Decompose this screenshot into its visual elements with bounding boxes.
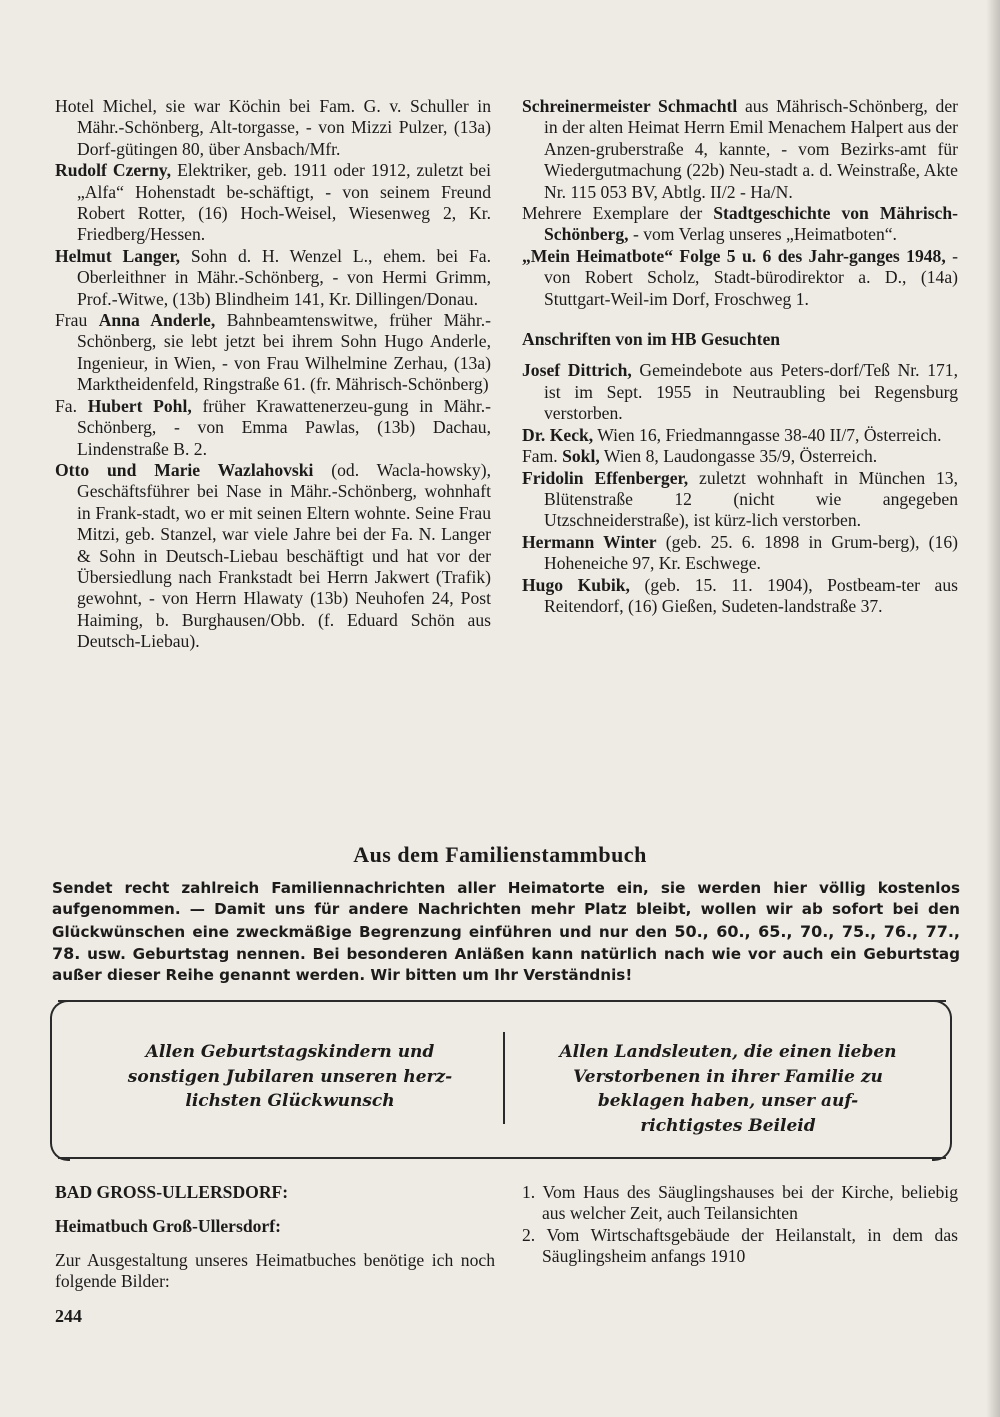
entry-prefix: Fa. — [55, 395, 88, 416]
address-entry — [522, 446, 958, 467]
list-item: 1. Vom Haus des Säuglingshauses bei der Kirche, beliebig aus welcher Zeit, auch Teilansichten — [522, 1182, 958, 1224]
entry-name: Josef Dittrich, — [522, 360, 632, 381]
search-entry — [522, 203, 958, 246]
entry-text: (geb. 25. 6. 1898 in Grum-berg), (16) Hoheneiche 97, Kr. Eschwege. — [544, 531, 958, 574]
search-entry — [55, 460, 491, 653]
entry-name: Helmut Langer, — [55, 245, 181, 266]
entry-text: Hotel Michel, sie war Köchin bei Fam. G. v. Schuller in Mähr.-Schönberg, Alt-torgasse, - von Mizzi Pulzer, (13a) Dorf-gütingen 80, über Ansbach/Mfr. — [55, 96, 491, 159]
right-column — [522, 96, 958, 617]
search-entry — [55, 246, 491, 310]
page-number: 244 — [55, 1306, 82, 1326]
entry-text: Bahnbeamtenswitwe, früher Mähr.-Schönberg, sie lebt jetzt bei ihrem Sohn Hugo Anderle, Ingenieur, in Wien, - von Frau Wilhelmine Zerhau, (13a) Marktheidenfeld, Ringstraße 61. (fr. Mährisch-Schönberg) — [77, 310, 492, 395]
paragraph: Zur Ausgestaltung unseres Heimatbuches benötige ich noch folgende Bilder: — [55, 1249, 495, 1292]
entry-name: Hubert Pohl, — [87, 395, 192, 416]
address-entry — [522, 360, 958, 424]
entry-text: aus Mährisch-Schönberg, der in der alten Heimat Herrn Emil Menachem Halpert aus der Anzen-gruberstraße 4, kannte, - vom Bezirks-amt für Wiedergutmachung (22b) Neu-stadt a. d. Weinstraße, Akte Nr. 115 053 BV, Abtlg. II/2 - Ha/N. — [544, 96, 958, 202]
section-title: Aus dem Familienstammbuch — [353, 842, 647, 867]
entry-text: Wien 8, Laudongasse 35/9, Österreich. — [599, 446, 878, 467]
intro-text: Sendet recht zahlreich Familiennachrichten aller Heimatorte ein, sie werden hier völlig kostenlos aufgenommen. — Damit uns für andere Nachrichten mehr Platz bleibt, wollen wir ab sofort bei den Glückwünschen eine zweckmäßige Begrenzung einführen und nur den — [52, 879, 960, 941]
entry-name: Dr. Keck, — [522, 424, 594, 445]
entry-text: früher Krawattenerzeu-gung in Mähr.-Schönberg, - von Emma Pawlas, (13b) Dachau, Lindenstraße B. 2. — [77, 395, 491, 459]
entry-text: Gemeindebote aus Peters-dorf/Teß Nr. 171, ist im Sept. 1955 in Neutraubling bei Regensburg verstorben. — [544, 360, 958, 424]
greeting-box-left-bracket — [50, 1000, 70, 1161]
greeting-box-right-bracket — [932, 1000, 952, 1161]
family-intro — [52, 878, 960, 986]
entry-name: Hugo Kubik, — [522, 574, 630, 595]
entry-name: Sokl, — [562, 446, 600, 467]
entry-name: Fridolin Effenberger, — [522, 467, 689, 488]
entry-prefix: Fam. — [522, 446, 563, 467]
bottom-left-column — [55, 1182, 495, 1293]
entry-text: Elektriker, geb. 1911 oder 1912, zuletzt bei „Alfa“ Hohenstadt be-schäftigt, - von seinem Freund Robert Rotter, (16) Hoch-Weisel, Wiesenweg 2, Kr. Friedberg/Hessen. — [77, 160, 491, 245]
entry-name: Rudolf Czerny, — [55, 160, 172, 181]
left-column — [55, 96, 491, 653]
search-entry — [522, 246, 958, 310]
entry-text: Wien 16, Friedmanngasse 38-40 II/7, Österreich. — [593, 424, 942, 445]
birthday-greeting: Allen Geburtstagskindern und sonstigen Jubilaren unseren herz-lichsten Glückwunsch — [127, 1042, 453, 1111]
address-entry — [522, 532, 958, 575]
list-item: 2. Vom Wirtschaftsgebäude der Heilanstalt, in dem das Säuglingsheim anfangs 1910 — [522, 1224, 958, 1267]
address-entry — [522, 575, 958, 618]
place-heading: BAD GROSS-ULLERSDORF: — [55, 1182, 289, 1202]
search-entry — [55, 160, 491, 246]
entry-text: (od. Wacla-howsky), Geschäftsführer bei Nase in Mähr.-Schönberg, wohnhaft in Frank-stadt, wo er mit seinen Eltern wohnte. Seine Frau Mitzi, geb. Stanzel, war viele Jahre bei der Fa. N. Langer & Sohn in Deutsch-Liebau beschäftigt und hat vor der Übersiedlung nach Frankstadt bei Herrn Jakwert (Trafik) gewohnt, - von Herrn Hlawaty (13b) Neuhofen 24, Post Haiming, b. Burghausen/Obb. (f. Eduard Schön aus Deutsch-Liebau). — [77, 459, 491, 652]
entry-name: „Mein Heimatbote“ Folge 5 u. 6 des Jahr-ganges 1948, — [522, 245, 946, 266]
search-entry — [55, 310, 491, 396]
entry-prefix: Mehrere Exemplare der — [522, 203, 714, 224]
subheading: Heimatbuch Groß-Ullersdorf: — [55, 1216, 281, 1237]
entry-name: Stadtgeschichte von Mährisch-Schönberg, — [544, 203, 959, 245]
entry-prefix: Frau — [55, 310, 99, 331]
entry-name: Anna Anderle, — [98, 310, 216, 331]
entry-name: Schreinermeister Schmachtl — [522, 96, 738, 116]
entry-text: (geb. 15. 11. 1904), Postbeam-ter aus Reitendorf, (16) Gießen, Sudeten-landstraße 37. — [544, 574, 958, 616]
bottom-right-column — [522, 1182, 958, 1268]
greeting-box-divider — [503, 1032, 505, 1124]
entry-name: Hermann Winter — [522, 531, 657, 552]
search-entry — [522, 96, 958, 203]
entry-text: Sohn d. H. Wenzel L., ehem. bei Fa. Oberleithner in Mähr.-Schönberg, - von Hermi Grimm, Prof.-Witwe, (13b) Blindheim 141, Kr. Dillingen/Donau. — [77, 245, 491, 309]
search-entry — [55, 396, 491, 460]
entry-text: - von Robert Scholz, Stadt-bürodirektor a. D., (14a) Stuttgart-Weil-im Dorf, Froschweg 1. — [544, 245, 958, 309]
entry-name: Otto und Marie Wazlahovski — [55, 459, 314, 480]
address-entry — [522, 468, 958, 532]
section-heading: Anschriften von im HB Gesuchten — [522, 329, 781, 350]
condolence-message: Allen Landsleuten, die einen lieben Verstorbenen in ihrer Familie zu beklagen haben, unser auf-richtigstes Beileid — [559, 1042, 897, 1136]
birthday-years: 50., 60., 65., 70., 75., 76., 77., 78. — [52, 921, 961, 963]
intro-text-end: usw. Geburtstag nennen. Bei besonderen Anläßen kann natürlich nach wie vor auch ein Geburtstag außer dieser Reihe genannt werden. Wir bitten um Ihr Verständnis! — [52, 944, 960, 985]
entry-text: zuletzt wohnhaft in München 13, Blütenstraße 12 (nicht wie angegeben Utzschneiderstraße), ist kürz-lich verstorben. — [544, 467, 958, 531]
page-edge-shadow — [986, 0, 1000, 1417]
search-entry — [55, 96, 491, 160]
entry-text: - vom Verlag unseres „Heimatboten“. — [628, 224, 897, 245]
address-entry — [522, 425, 958, 446]
